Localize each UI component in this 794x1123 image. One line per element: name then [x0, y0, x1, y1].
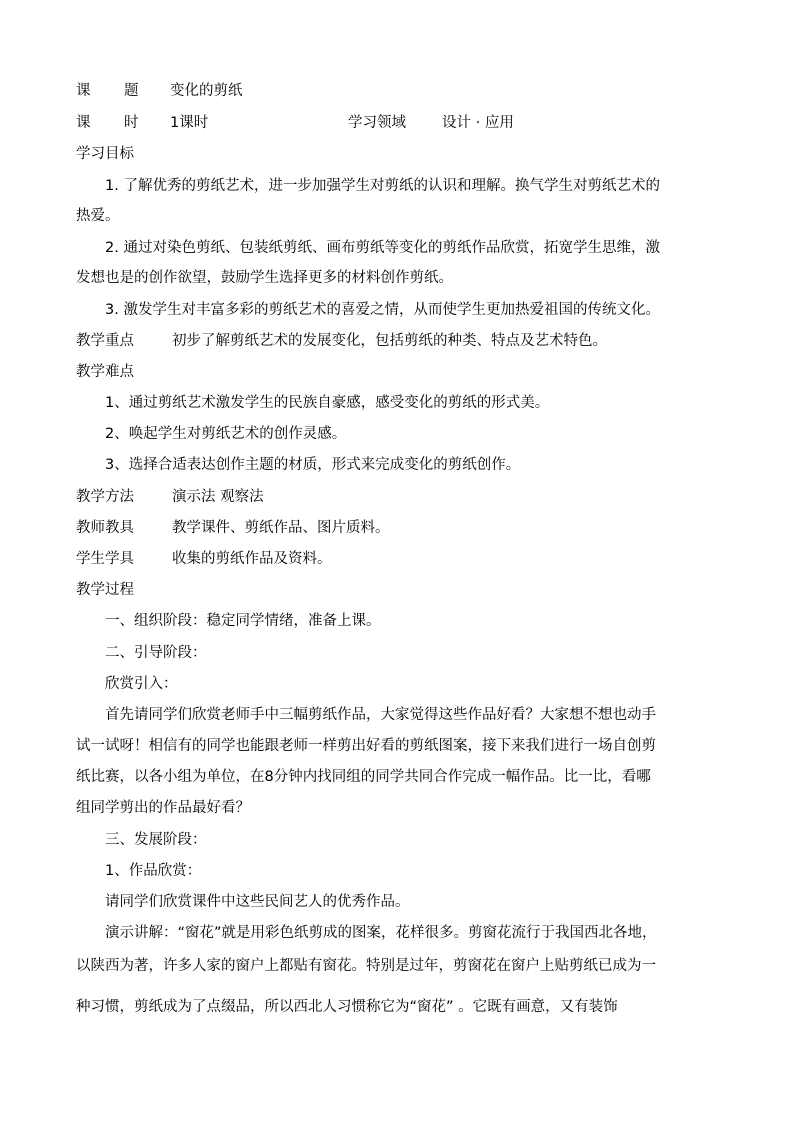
objective-2-line-1: 2. 通过对染色剪纸、包装纸剪纸、画布剪纸等变化的剪纸作品欣赏，拓宽学生思维，激: [105, 240, 660, 256]
sub-1-text: 请同学们欣赏课件中这些民间艺人的优秀作品。: [105, 894, 410, 910]
stage-3: 三、发展阶段：: [105, 832, 207, 848]
hours-label-1: 课: [76, 115, 91, 131]
paragraph-1-line-2: 试一试呀！相信有的同学也能跟老师一样剪出好看的剪纸图案，接下来我们进行一场自创剪: [76, 738, 656, 754]
objective-1-line-2: 热爱。: [76, 208, 120, 224]
student-tools-value: 收集的剪纸作品及资料。: [172, 551, 332, 567]
difficulty-heading: 教学难点: [76, 364, 134, 380]
hours-value: 1课时: [170, 115, 209, 131]
paragraph-2-line-3: 种习惯，剪纸成为了点缀品，所以西北人习惯称它为“窗花” 。它既有画意，又有装饰: [76, 999, 618, 1015]
paragraph-2-line-2: 以陕西为著，许多人家的窗户上都贴有窗花。特别是过年，剪窗花在窗户上贴剪纸已成为一: [76, 958, 656, 974]
intro-label: 欣赏引入：: [105, 676, 178, 692]
objective-1-line-1: 1. 了解优秀的剪纸艺术，进一步加强学生对剪纸的认识和理解。换气学生对剪纸艺术的: [105, 178, 660, 194]
difficulty-1: 1、通过剪纸艺术激发学生的民族自豪感，感受变化的剪纸的形式美。: [105, 395, 550, 411]
stage-1: 一、组织阶段：稳定同学情绪，准备上课。: [105, 613, 381, 629]
difficulty-2: 2、唤起学生对剪纸艺术的创作灵感。: [105, 426, 347, 442]
method-label: 教学方法: [76, 489, 134, 505]
paragraph-1-line-3: 纸比赛，以各小组为单位，在8分钟内找同组的同学共同合作完成一幅作品。比一比，看哪: [76, 769, 651, 785]
objective-3: 3. 激发学生对丰富多彩的剪纸艺术的喜爱之情，从而使学生更加热爱祖国的传统文化。: [105, 302, 660, 318]
paragraph-1-line-4: 组同学剪出的作品最好看？: [76, 800, 250, 816]
topic-label-1: 课: [76, 83, 91, 99]
paragraph-2-line-1: 演示讲解：“窗花”就是用彩色纸剪成的图案，花样很多。剪窗花流行于我国西北各地，: [105, 925, 657, 941]
process-heading: 教学过程: [76, 582, 134, 598]
hours-label-2: 时: [124, 115, 139, 131]
topic-value: 变化的剪纸: [170, 83, 243, 99]
difficulty-3: 3、选择合适表达创作主题的材质，形式来完成变化的剪纸创作。: [105, 457, 521, 473]
teacher-tools-label: 教师教具: [76, 520, 134, 536]
objectives-heading: 学习目标: [76, 146, 134, 162]
paragraph-1-line-1: 首先请同学们欣赏老师手中三幅剪纸作品，大家觉得这些作品好看？大家想不想也动手: [105, 707, 656, 723]
student-tools-label: 学生学具: [76, 551, 134, 567]
topic-label-2: 题: [124, 83, 139, 99]
field-value: 设计 · 应用: [442, 115, 514, 131]
key-point-value: 初步了解剪纸艺术的发展变化，包括剪纸的种类、特点及艺术特色。: [172, 333, 607, 349]
method-value: 演示法 观察法: [172, 489, 264, 505]
field-label: 学习领域: [348, 115, 406, 131]
objective-2-line-2: 发想也是的创作欲望，鼓励学生选择更多的材料创作剪纸。: [76, 270, 453, 286]
teacher-tools-value: 教学课件、剪纸作品、图片质料。: [172, 520, 390, 536]
key-point-label: 教学重点: [76, 333, 134, 349]
stage-2: 二、引导阶段：: [105, 645, 207, 661]
sub-1-heading: 1、作品欣赏：: [105, 863, 202, 879]
